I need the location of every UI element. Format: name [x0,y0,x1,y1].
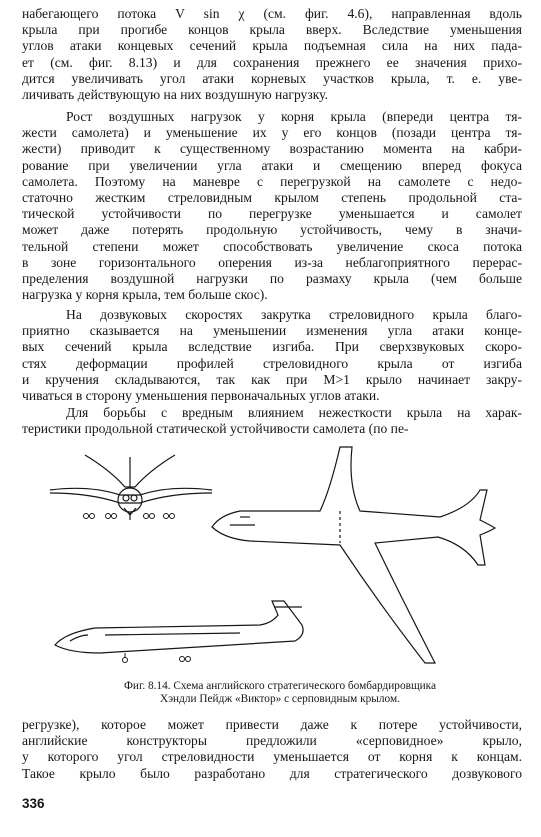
text-line: у которого угол стреловидности уменьшается от корня к концам. [22,749,522,765]
text-line: жести самолета) и уменьшение их у его концов (позади центра тя- [22,125,522,141]
text-line: в зоне горизонтального оперения из-за неблагоприятного перерас- [22,254,522,270]
text-line: пределения воздушной нагрузки по размаху крыла (чем больше [22,271,522,287]
text-line: и кручения складываются, так как при M>1 крыло начинает закру- [22,371,522,387]
side-view-drawing [55,601,303,663]
text-line: теристики продольной статической устойчивости самолета (по пе- [22,421,409,437]
text-block-3 [22,307,522,404]
text-line: чиваться в сторону уменьшения первоначальных углов атаки. [22,388,380,404]
text-line: Для борьбы с вредным влиянием нежесткости крыла на харак- [66,405,522,420]
plan-view-drawing [212,447,495,663]
paragraph-twist [22,307,522,404]
paragraph-crescent-wing [22,717,522,782]
caption-line: Фиг. 8.14. Схема английского стратегического бомбардировщика [123,680,437,692]
text-line: статочно жестким стреловидным крылом степень продольной ста- [22,190,522,206]
text-line: регрузке), которое может привести даже к потере устойчивости, [22,717,522,732]
text-line: тельной степени может способствовать увеличение скоса потока [22,238,522,254]
text-line: набегающего потока V sin χ (см. фиг. 4.6), направленная вдоль [22,6,522,21]
text-line: крыла при прогибе концов крыла вверх. Вследствие уменьшения [22,22,522,38]
victor-bomber-figure [40,445,525,680]
caption-line: Хэндли Пейдж «Виктор» с серповидным крылом. [160,693,400,705]
text-line: жести) приводит к существенному возрастанию момента на кабри- [22,141,522,157]
paragraph-countermeasures [22,405,522,437]
text-line: нагрузка у корня крыла, тем больше скос). [22,287,268,303]
text-line: стях деформации профилей стреловидного крыла от изгиба [22,355,522,371]
text-block-1 [22,6,522,103]
paragraph-continuation [22,6,522,103]
text-line: приятно сказывается на уменьшении изменения угла атаки конце- [22,323,522,339]
page-number: 336 [22,796,45,811]
text-line: На дозвуковых скоростях закрутка стреловидного крыла благо- [66,307,522,322]
text-block-2 [22,109,522,303]
text-line: самолета. Поэтому на маневре с перегрузкой на самолете с недо- [22,173,522,189]
text-line: личивать действующую на них воздушную нагрузку. [22,87,328,103]
text-line: Такое крыло было разработано для стратегического дозвукового [22,765,522,781]
text-line: углов атаки концевых сечений крыла подъемная сила на них пада- [22,38,522,54]
text-line: рование при увеличении угла атаки и смещению вперед фокуса [22,157,522,173]
text-line: ет (см. фиг. 8.13) и для сохранения прежнего ее значения прихо- [22,54,522,70]
text-line: Рост воздушных нагрузок у корня крыла (впереди центра тя- [66,109,522,124]
text-block-5 [22,717,522,782]
text-line: дится увеличивать угол атаки корневых участков крыла, т. е. уве- [22,70,522,86]
figure-caption [50,680,510,706]
text-line: тической устойчивости по перегрузке уменьшается и самолет [22,206,522,222]
paragraph-load-growth [22,109,522,303]
text-block-4 [22,405,522,437]
text-line: английские конструкторы предложили «серповидное» крыло, [22,733,522,749]
text-line: может даже потерять продольную устойчивость, чему в значи- [22,222,522,238]
front-view-drawing [50,455,212,520]
text-line: вых сечений крыла вследствие изгиба. При сверхзвуковых скоро- [22,339,522,355]
